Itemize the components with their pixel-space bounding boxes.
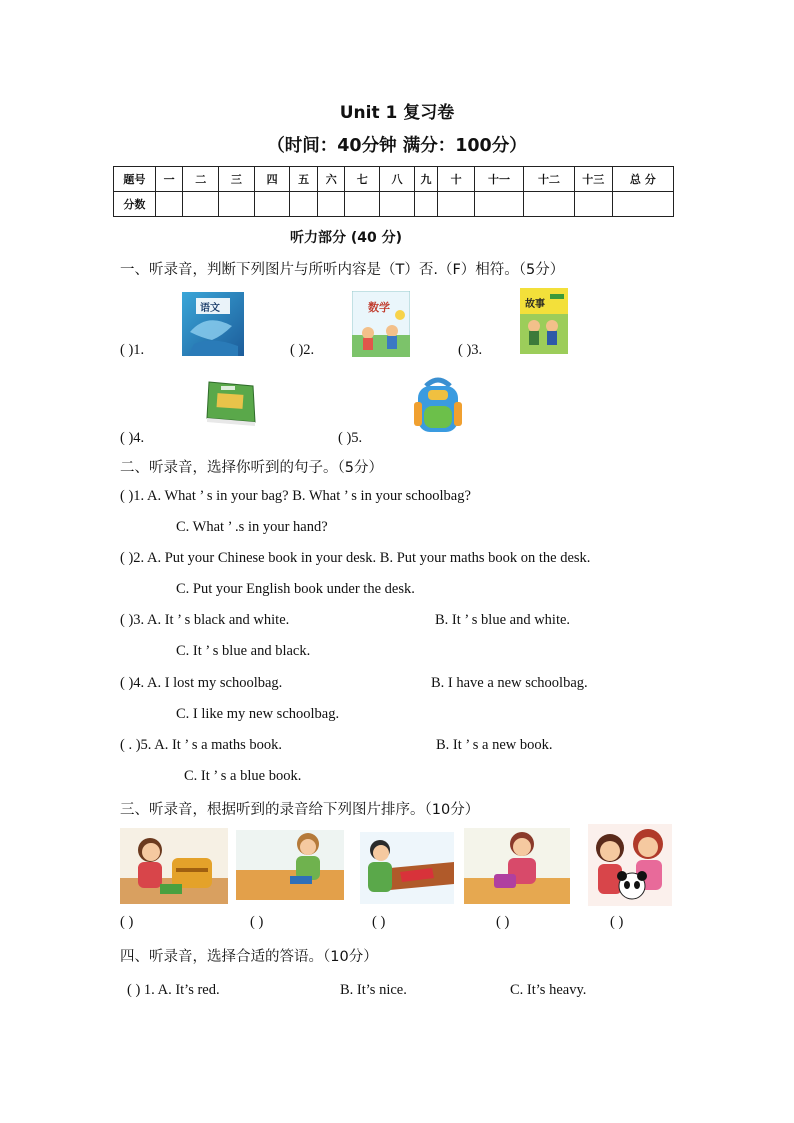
table-header-cell: 六 bbox=[317, 167, 345, 192]
score-cell[interactable] bbox=[219, 192, 255, 217]
section4-q1: ( ) 1. A. It’s red. bbox=[127, 982, 220, 998]
score-cell[interactable] bbox=[290, 192, 318, 217]
score-cell[interactable] bbox=[380, 192, 415, 217]
story-book-title: 故事 bbox=[525, 299, 545, 310]
table-header-cell: 十一 bbox=[474, 167, 523, 192]
section2-q3: ( )3. A. It ’ s black and white. bbox=[120, 612, 290, 628]
section2-q4-option-c: C. I like my new schoolbag. bbox=[176, 706, 340, 722]
score-table-header-row bbox=[114, 167, 674, 192]
score-cell[interactable] bbox=[183, 192, 219, 217]
page-subtitle: （时间：40分钟 满分：100分） bbox=[267, 136, 527, 156]
table-header-cell: 总 分 bbox=[612, 167, 673, 192]
score-cell[interactable] bbox=[574, 192, 612, 217]
section2-q1: ( )1. A. What ’ s in your bag? B. What ’ s in your schoolbag? bbox=[120, 488, 471, 504]
table-label-score: 分数 bbox=[114, 192, 156, 217]
section2-q5-option-c: C. It ’ s a blue book. bbox=[184, 768, 302, 784]
table-label-question-no: 题号 bbox=[114, 167, 156, 192]
score-cell[interactable] bbox=[474, 192, 523, 217]
section3-blank-3[interactable]: ( ) bbox=[372, 914, 386, 930]
section4-q1-option-c: C. It’s heavy. bbox=[510, 982, 587, 998]
section2-instruction: 二、听录音，选择你听到的句子。（5分） bbox=[120, 460, 383, 476]
score-cell[interactable] bbox=[523, 192, 574, 217]
section1-instruction: 一、听录音，判断下列图片与所听内容是（T）否.（F）相符。（5分） bbox=[120, 262, 565, 278]
section2-q5: ( . )5. A. It ’ s a maths book. bbox=[120, 737, 283, 753]
chinese-book-title: 语文 bbox=[200, 303, 220, 314]
green-book-image bbox=[203, 378, 258, 430]
table-header-cell: 七 bbox=[345, 167, 380, 192]
section3-blank-2[interactable]: ( ) bbox=[250, 914, 264, 930]
section2-q1-option-c: C. What ’ .s in your hand? bbox=[176, 519, 328, 535]
section2-q3-option-b: B. It ’ s blue and white. bbox=[435, 612, 571, 628]
score-cell[interactable] bbox=[155, 192, 183, 217]
table-header-cell: 二 bbox=[183, 167, 219, 192]
math-book-title: 数学 bbox=[368, 301, 390, 314]
story-book-image bbox=[520, 288, 568, 354]
section3-instruction: 三、听录音，根据听到的录音给下列图片排序。（10分） bbox=[120, 802, 480, 818]
section1-item5-label: ( )5. bbox=[338, 430, 363, 446]
score-table bbox=[113, 166, 674, 217]
section1-item4-label: ( )4. bbox=[120, 430, 145, 446]
section3-blank-1[interactable]: ( ) bbox=[120, 914, 134, 930]
section2-q4-option-b: B. I have a new schoolbag. bbox=[431, 675, 588, 691]
section4-instruction: 四、听录音，选择合适的答语。（10分） bbox=[120, 949, 378, 965]
table-header-cell: 十三 bbox=[574, 167, 612, 192]
math-book-image bbox=[352, 291, 410, 357]
listening-heading: 听力部分 (40 分) bbox=[290, 230, 403, 246]
section3-blank-5[interactable]: ( ) bbox=[610, 914, 624, 930]
page-title: Unit 1 复习卷 bbox=[339, 103, 455, 123]
table-header-cell: 十 bbox=[438, 167, 475, 192]
section2-q5-option-b: B. It ’ s a new book. bbox=[436, 737, 553, 753]
section2-q3-option-c: C. It ’ s blue and black. bbox=[176, 643, 311, 659]
score-cell[interactable] bbox=[438, 192, 475, 217]
table-header-cell: 十二 bbox=[523, 167, 574, 192]
section1-item3-label: ( )3. bbox=[458, 342, 483, 358]
girl-packing-bag-image bbox=[120, 828, 228, 904]
score-cell[interactable] bbox=[414, 192, 437, 217]
section2-q2-option-c: C. Put your English book under the desk. bbox=[176, 581, 415, 597]
girl-opening-bag-image bbox=[464, 828, 570, 904]
girl-pencil-box-image bbox=[236, 830, 344, 900]
boy-red-book-image bbox=[360, 832, 454, 904]
girls-with-panda-image bbox=[588, 824, 672, 906]
score-cell[interactable] bbox=[612, 192, 673, 217]
chinese-book-image bbox=[182, 292, 244, 356]
table-header-cell: 九 bbox=[414, 167, 437, 192]
table-header-cell: 四 bbox=[254, 167, 290, 192]
section2-q2: ( )2. A. Put your Chinese book in your desk. B. Put your maths book on the desk. bbox=[120, 550, 591, 566]
score-cell[interactable] bbox=[317, 192, 345, 217]
table-header-cell: 一 bbox=[155, 167, 183, 192]
table-header-cell: 八 bbox=[380, 167, 415, 192]
table-header-cell: 三 bbox=[219, 167, 255, 192]
score-table-score-row bbox=[114, 192, 674, 217]
score-cell[interactable] bbox=[345, 192, 380, 217]
section3-blank-4[interactable]: ( ) bbox=[496, 914, 510, 930]
section2-q4: ( )4. A. I lost my schoolbag. bbox=[120, 675, 283, 691]
section4-q1-option-b: B. It’s nice. bbox=[340, 982, 407, 998]
score-cell[interactable] bbox=[254, 192, 290, 217]
section1-item1-label: ( )1. bbox=[120, 342, 145, 358]
table-header-cell: 五 bbox=[290, 167, 318, 192]
schoolbag-image bbox=[410, 376, 466, 438]
section1-item2-label: ( )2. bbox=[290, 342, 315, 358]
